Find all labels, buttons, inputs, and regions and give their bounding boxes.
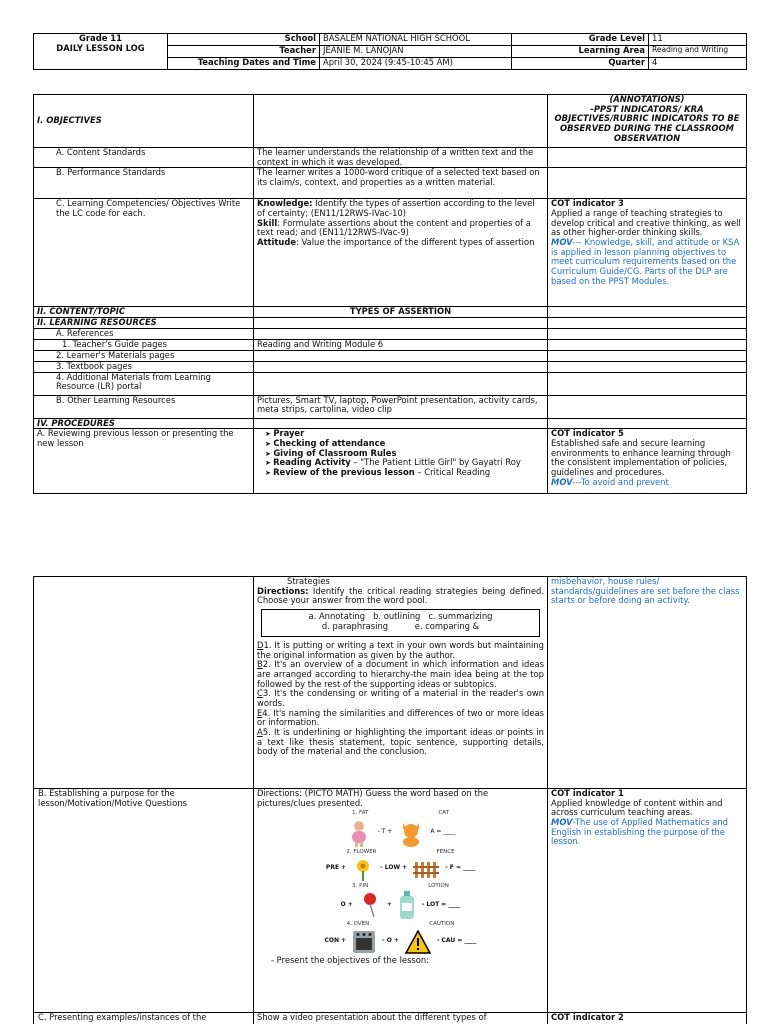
- proc-a-label: A. Reviewing previous lesson or presenting the new lesson: [34, 429, 254, 494]
- lm-label: 2. Learner's Materials pages: [34, 350, 254, 361]
- quarter: 4: [649, 58, 747, 70]
- reading-text: – "The Patient Little Girl" by Gayatri Roy: [350, 457, 521, 468]
- annotations-heading: [548, 95, 747, 148]
- eq4-op: - O +: [382, 937, 399, 945]
- label-oven: 4. OVEN: [346, 921, 370, 928]
- label-flower: 2. FLOWER: [346, 848, 377, 855]
- proc-c-content: Show a video presentation about the different types of: [254, 1013, 548, 1024]
- pin-icon: [359, 892, 381, 918]
- fat-girl-icon: [346, 819, 372, 847]
- proc-a-content: [254, 429, 548, 494]
- tg-value: Reading and Writing Module 6: [254, 339, 548, 350]
- lr-label: 4. Additional Materials from Learning Resource (LR) portal: [34, 372, 254, 395]
- knowledge: Identify the types of assertion according to the level of certainty; (EN11/12RWS-IVac-10): [257, 198, 535, 218]
- answer-2: B: [257, 659, 263, 670]
- question-4: E4. It's naming the similarities and differences of two or more ideas or information.: [257, 707, 544, 728]
- attitude: : Value the importance of the different types of assertion: [296, 236, 535, 247]
- procedures-heading: IV. PROCEDURES: [34, 418, 254, 429]
- question-3: C3. It's the condensing or writing of a material in the reader's own words.: [257, 688, 544, 708]
- label-fat: 1. FAT: [352, 810, 369, 817]
- strategies: Strategies: [287, 576, 330, 586]
- attitude-label: Attitude: [257, 236, 297, 247]
- area-label: Learning Area: [512, 46, 649, 58]
- mov-label: MOV: [551, 236, 573, 247]
- eq1-op: - T +: [377, 828, 393, 836]
- eq2-result: - F = ____: [445, 864, 476, 872]
- picto-math: [254, 789, 548, 1013]
- cot5-cell: [548, 429, 747, 494]
- grade-level-label: Grade Level: [512, 34, 649, 46]
- mov-label-2: MOV: [551, 476, 573, 487]
- question-5: A5. It is underlining or highlighting the important ideas or points in a text like thesis statement, topic sentence, supporting details, body of the material and the conclusion.: [257, 726, 544, 757]
- other-resources: Pictures, Smart TV, laptop, PowerPoint presentation, activity cards, meta strips, cartolina, video clip: [254, 395, 548, 418]
- competencies-label: C. Learning Competencies/ Objectives Write the LC code for each.: [34, 199, 254, 307]
- answer-3: C: [257, 688, 263, 699]
- question-2: B2. It's an overview of a document in which information and ideas are arranged according to hierarchy-the main idea being at the top followed by the rest of the supporting ideas or subtopics.: [257, 659, 544, 689]
- log-title: DAILY LESSON LOG: [56, 42, 145, 53]
- pool-line-1: a. Annotating b. outlining c. summarizing: [308, 610, 493, 621]
- answer-1: D: [257, 639, 264, 650]
- review-text: – Critical Reading: [414, 466, 491, 477]
- item-rules: ➤ Giving of Classroom Rules: [265, 449, 544, 459]
- eq2-pre: PRE +: [325, 864, 347, 872]
- header-table: [33, 33, 747, 70]
- teacher-label: Teacher: [168, 46, 320, 58]
- word-pool: [261, 609, 540, 637]
- lesson-table-2: [33, 576, 747, 1024]
- eq3-pre: O +: [340, 900, 353, 908]
- flower-icon: [352, 857, 374, 881]
- lesson-table-1: [33, 94, 747, 494]
- label-pin: 3. PIN: [352, 882, 369, 889]
- grade-level: 11: [649, 34, 747, 46]
- cot1-title: COT indicator 1: [551, 788, 624, 798]
- skill: : Formulate assertions about the content and properties of a text read; and (EN11/12RWS-IVac-9): [257, 217, 531, 238]
- label-lotion: LOTION: [428, 882, 449, 889]
- grade: Grade 11: [79, 33, 122, 43]
- cot5-mov: ---To avoid and prevent: [572, 476, 669, 487]
- mov-label-3: MOV: [551, 816, 573, 827]
- teacher: JEANIE M. LANOJAN: [320, 46, 512, 58]
- textbook-label: 3. Textbook pages: [34, 361, 254, 372]
- directions: Identify the critical reading strategies being defined. Choose your answer from the word pool.: [257, 585, 544, 606]
- cat-icon: [398, 819, 424, 847]
- resources-heading: II. LEARNING RESOURCES: [34, 317, 254, 328]
- review-label: Review of the previous lesson: [273, 466, 415, 477]
- cot2-title: COT indicator 2: [548, 1013, 747, 1024]
- eq3-op: +: [386, 900, 392, 908]
- answer-4: E: [257, 707, 263, 718]
- item-prayer: ➤ Prayer: [265, 429, 544, 439]
- other-resources-label: B. Other Learning Resources: [34, 395, 254, 418]
- cot3-title: COT indicator 3: [551, 198, 624, 209]
- content-standards: The learner understands the relationship of a written text and the context in which it was developed.: [254, 148, 548, 168]
- content-standards-label: A. Content Standards: [34, 148, 254, 168]
- references-label: A. References: [34, 328, 254, 339]
- label-caution: CAUTION: [429, 921, 455, 928]
- reading-label: Reading Activity: [273, 457, 351, 468]
- cot3-cell: [548, 199, 747, 307]
- review-activity: [254, 577, 548, 789]
- cot3-text: Applied a range of teaching strategies to develop critical and creative thinking, as well as other higher-order thinking skills.: [551, 207, 741, 238]
- eq4-result: - CAU = ____: [436, 937, 477, 945]
- answer-5: A: [257, 726, 263, 737]
- skill-label: Skill: [257, 217, 278, 228]
- proc-c-label: C. Presenting examples/instances of the: [34, 1013, 254, 1024]
- eq3-result: - LOT = ____: [421, 900, 461, 908]
- eq2-op: - LOW +: [380, 864, 408, 872]
- label-fence: FENCE: [436, 848, 455, 855]
- cot5-continued: misbehavior, house rules/ standards/guidelines are set before the class starts or before doing an activity.: [548, 577, 747, 789]
- content-heading: II. CONTENT/TOPIC: [34, 307, 254, 318]
- fence-icon: [413, 860, 439, 878]
- oven-icon: [352, 930, 376, 954]
- annotations-subtitle: -PPST INDICATORS/ KRA OBJECTIVES/RUBRIC INDICATORS TO BE OBSERVED DURING THE CLASSROOM OBSERVATION: [554, 103, 740, 143]
- question-1: D1. It is putting or writing a text in your own words but maintaining the original information as given by the author.: [257, 639, 544, 660]
- tg-label: 1. Teacher's Guide pages: [34, 339, 254, 350]
- picto-directions: Directions: (PICTO MATH) Guess the word based on the pictures/clues presented.: [257, 788, 489, 808]
- topic: TYPES OF ASSERTION: [254, 307, 548, 318]
- cot3-mov: --- Knowledge, skill, and attitude or KSA is applied in lesson planning objectives to meet curriculum requirements based on the Curriculum Guide/CG. Parts of the DLP are based on the PPST Modules.: [551, 236, 740, 286]
- directions-label: Directions:: [257, 585, 309, 596]
- cot5-title: COT indicator 5: [551, 428, 624, 439]
- objectives-heading: I. OBJECTIVES: [34, 95, 254, 148]
- cot1-cell: [548, 789, 747, 1013]
- dates-label: Teaching Dates and Time: [168, 58, 320, 70]
- performance-standards-label: B. Performance Standards: [34, 168, 254, 199]
- proc-b-label: B. Establishing a purpose for the lesson/Motivation/Motive Questions: [34, 789, 254, 1013]
- cot5-text: Established safe and secure learning environments to enhance learning through the consistent implementation of policies, guidelines and procedures.: [551, 437, 731, 477]
- label-cat: CAT: [438, 810, 449, 817]
- present-objectives: - Present the objectives of the lesson:: [271, 954, 430, 965]
- competencies: [254, 199, 548, 307]
- quarter-label: Quarter: [512, 58, 649, 70]
- school: BASALEM NATIONAL HIGH SCHOOL: [320, 34, 512, 46]
- school-label: School: [168, 34, 320, 46]
- area: Reading and Writing: [649, 46, 747, 58]
- caution-icon: [405, 930, 431, 954]
- eq1-result: A = ____: [430, 828, 456, 836]
- dates: April 30, 2024 (9:45-10:45 AM): [320, 58, 512, 70]
- cot1-text: Applied knowledge of content within and across curriculum teaching areas.: [551, 797, 723, 818]
- pool-line-2: d. paraphrasing e. comparing &: [321, 620, 480, 631]
- lotion-icon: [398, 891, 416, 919]
- knowledge-label: Knowledge:: [257, 198, 313, 209]
- grade-cell: [34, 34, 168, 70]
- cot1-mov: -The use of Applied Mathematics and English in establishing the purpose of the lesson.: [551, 816, 728, 847]
- item-review: [265, 468, 544, 478]
- eq4-pre: CON +: [324, 937, 347, 945]
- performance-standards: The learner writes a 1000-word critique of a selected text based on its claim/s, context, and properties as a written material.: [254, 168, 548, 199]
- item-attendance: ➤ Checking of attendance: [265, 439, 544, 449]
- annotations-title: (ANNOTATIONS): [609, 94, 685, 104]
